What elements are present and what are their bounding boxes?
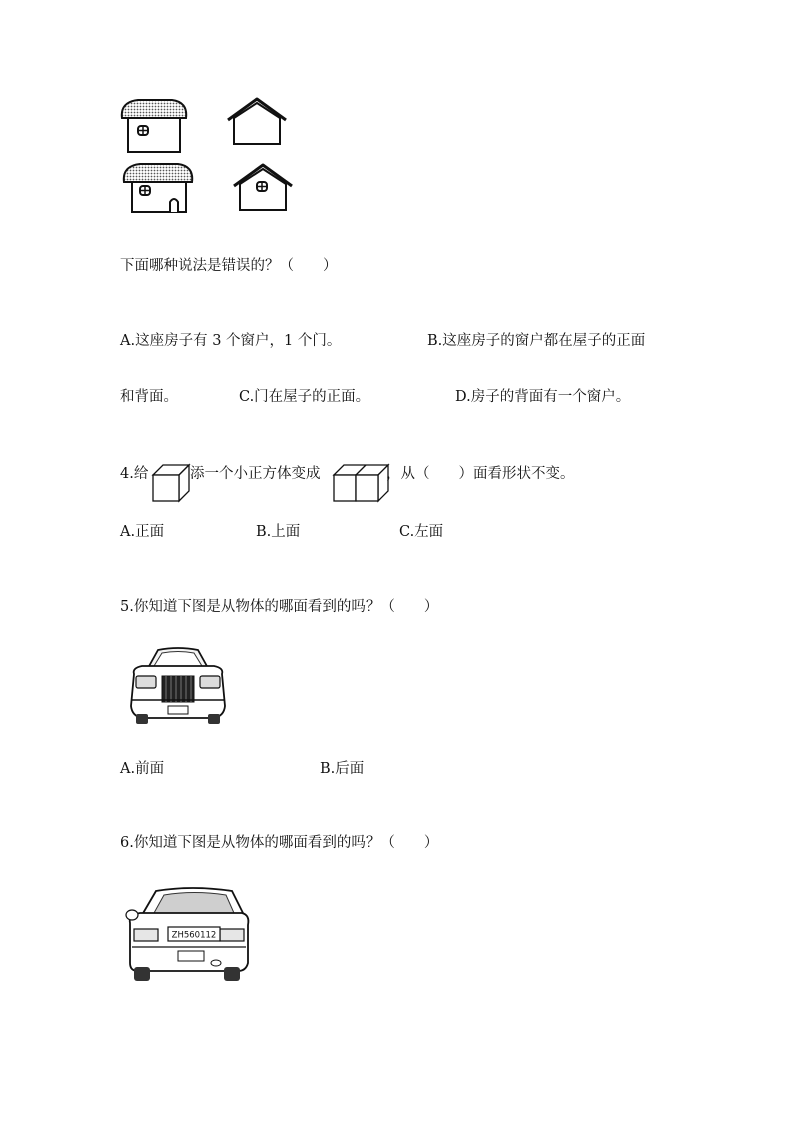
q3-prompt: 下面哪种说法是错误的？（ ） <box>120 258 338 274</box>
q5-option-a[interactable]: A.前面 <box>120 761 165 777</box>
q4-text-start: 4.给 <box>120 466 149 482</box>
q4-option-b[interactable]: B.上面 <box>256 524 301 540</box>
q4-text-middle: 添一个小正方体变成 <box>190 466 321 482</box>
license-plate-text: ZH560112 <box>171 930 217 941</box>
q6-prompt: 6.你知道下图是从物体的哪面看到的吗？（ ） <box>120 835 439 851</box>
q3-option-c[interactable]: C.门在屋子的正面。 <box>239 389 371 405</box>
q3-option-d[interactable]: D.房子的背面有一个窗户。 <box>455 389 631 405</box>
cube-double-figure <box>331 462 391 504</box>
house-view-4 <box>231 162 295 214</box>
q4-option-a[interactable]: A.正面 <box>120 524 165 540</box>
q3-option-a[interactable]: A.这座房子有 3 个窗户，1 个门。 <box>120 333 342 349</box>
car-front-image <box>128 644 228 726</box>
house-view-1 <box>118 96 190 156</box>
house-view-2 <box>224 96 290 148</box>
q3-option-b[interactable]: B.这座房子的窗户都在屋子的正面 <box>427 333 646 349</box>
car-rear-image <box>122 885 252 983</box>
q4-option-c[interactable]: C.左面 <box>399 524 444 540</box>
q5-option-b[interactable]: B.后面 <box>320 761 365 777</box>
q5-prompt: 5.你知道下图是从物体的哪面看到的吗？（ ） <box>120 599 439 615</box>
cube-single-figure <box>150 462 192 504</box>
q3-option-b-continued: 和背面。 <box>120 389 178 405</box>
house-view-3 <box>120 160 196 216</box>
q4-text-end: ，从（ ）面看形状不变。 <box>386 466 575 482</box>
